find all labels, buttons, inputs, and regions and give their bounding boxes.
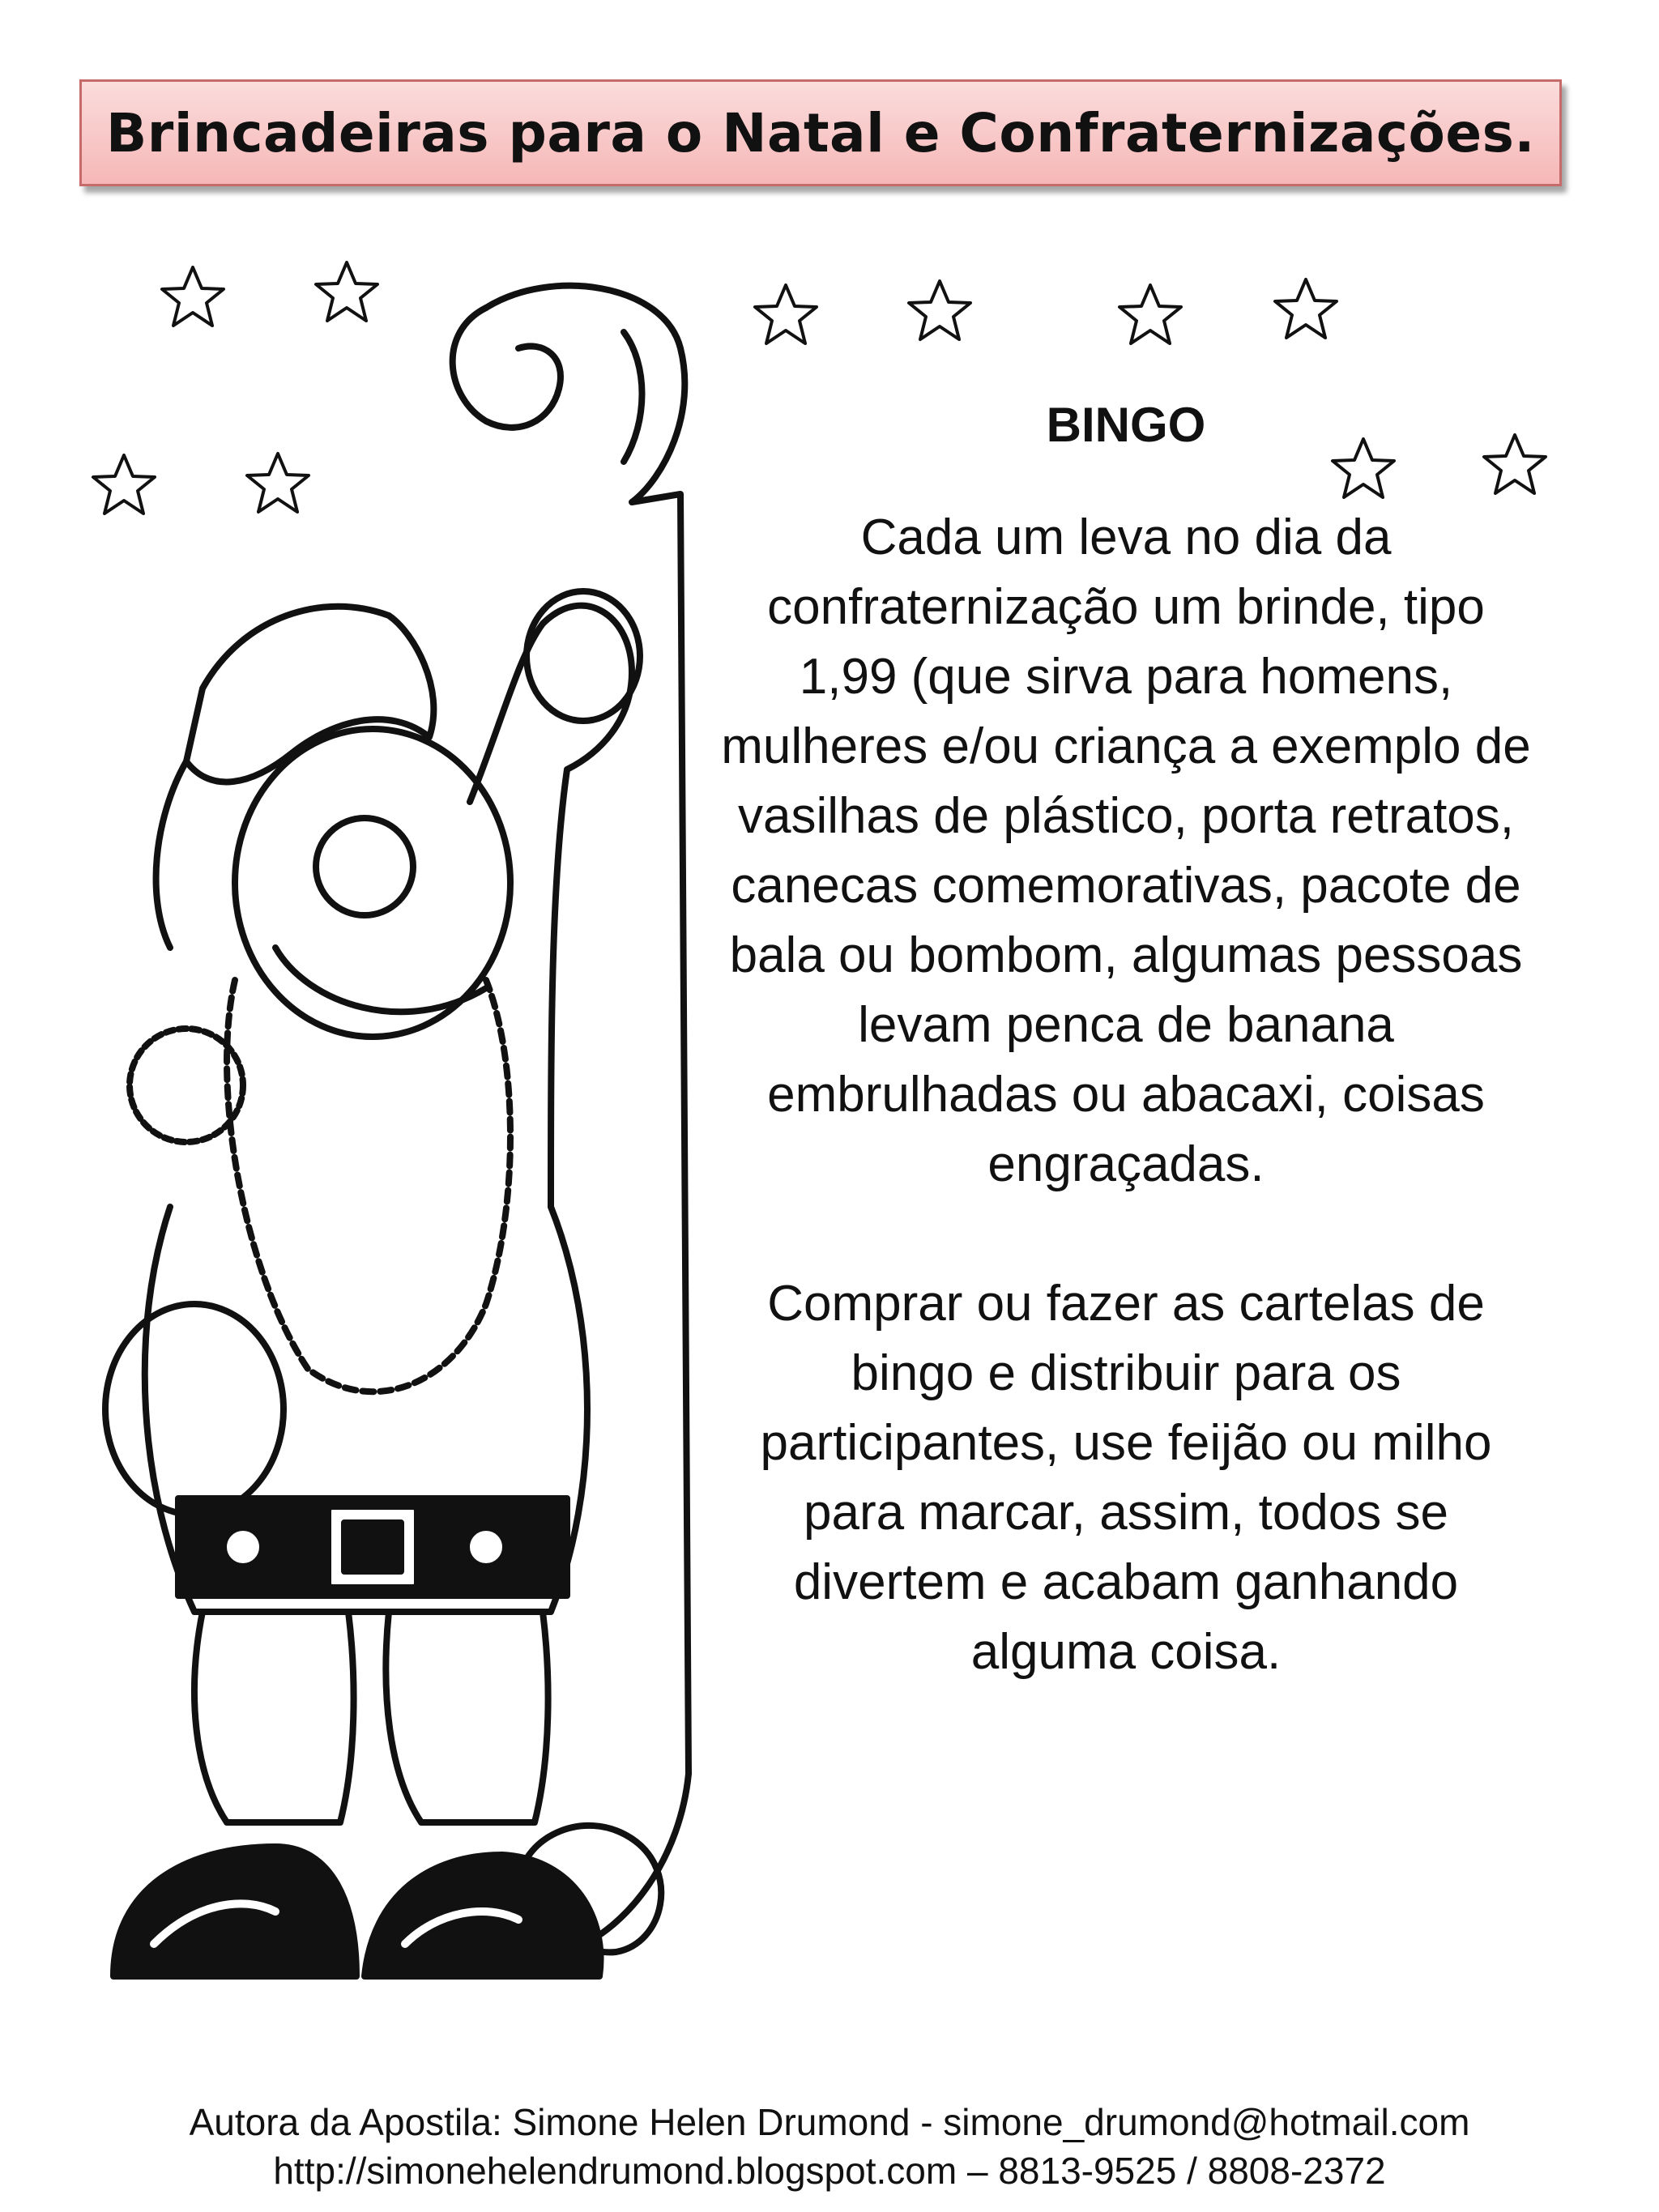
game-paragraph-2: Comprar ou fazer as cartelas de bingo e distribuir para os participantes, use feijão ou milho para marcar, assim, todos se divertem e acabam ganhando alguma coisa. [760,1276,1492,1680]
game-paragraph-1: Cada um leva no dia da confraternização um brinde, tipo 1,99 (que sirva para homens, mulheres e/ou criança a exemplo de vasilhas de plástico, porta retratos, canecas comemorativas, pacote de bala ou bombom, algumas pessoas levam penca de banana embrulhadas ou abacaxi, coisas engraçadas. [721,509,1531,1192]
game-description [721,397,1531,1757]
author-line: Autora da Apostila: Simone Helen Drumond - simone_drumond@hotmail.com [189,2101,1470,2143]
santa-claus-with-scroll-icon [65,235,713,2017]
footer [0,2098,1659,2195]
title-banner [79,79,1562,186]
page-title: Brincadeiras para o Natal e Confraternizações. [105,101,1536,164]
contact-line: http://simonehelendrumond.blogspot.com – 8813-9525 / 8808-2372 [273,2150,1386,2192]
game-heading: BINGO [1046,398,1206,452]
